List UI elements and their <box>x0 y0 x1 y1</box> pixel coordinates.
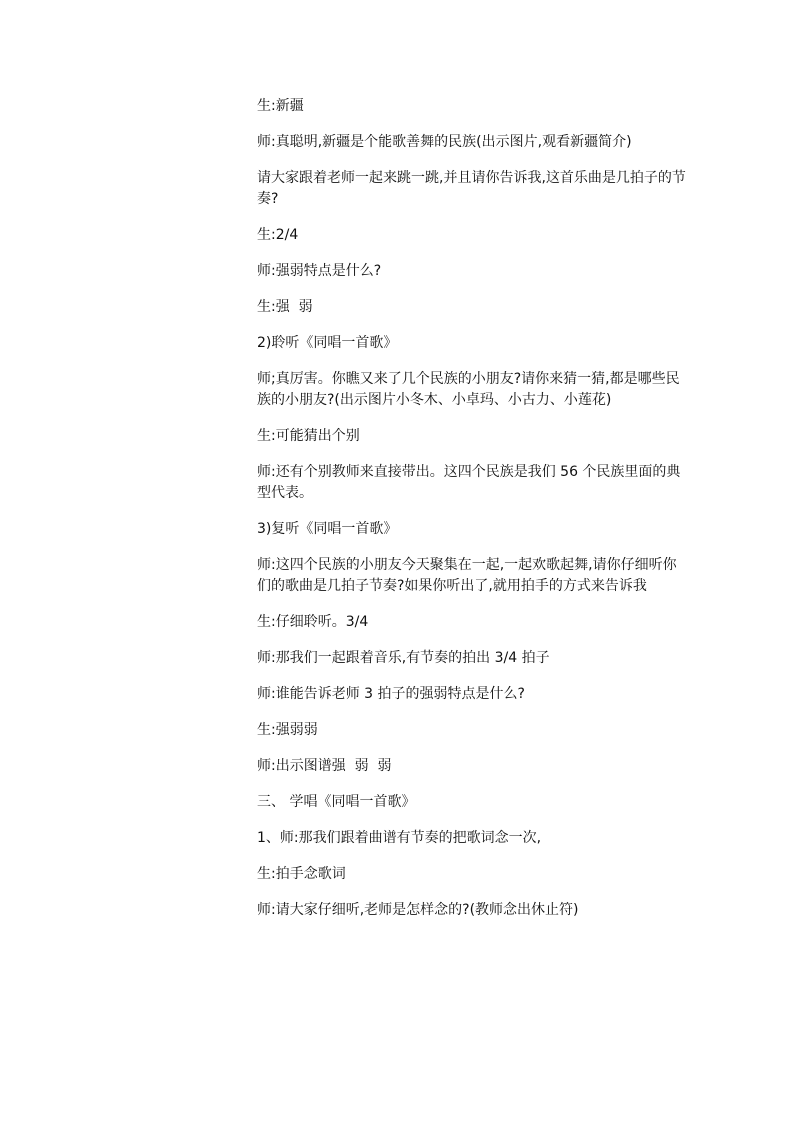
paragraph: 生:2/4 <box>257 227 299 243</box>
paragraph: 师:强弱特点是什么? <box>257 263 382 279</box>
paragraph: 生:拍手念歌词 <box>257 866 346 882</box>
section-heading: 3)复听《同唱一首歌》 <box>257 521 398 537</box>
paragraph: 师:请大家仔细听,老师是怎样念的?(教师念出休止符) <box>257 902 579 918</box>
paragraph: 师:还有个别教师来直接带出。这四个民族是我们 56 个民族里面的典型代表。 <box>257 464 681 501</box>
paragraph: 生:仔细聆听。3/4 <box>257 614 369 630</box>
paragraph: 师:谁能告诉老师 3 拍子的强弱特点是什么? <box>257 686 525 702</box>
lesson-transcript <box>257 96 687 936</box>
paragraph: 师:这四个民族的小朋友今天聚集在一起,一起欢歌起舞,请你仔细听你们的歌曲是几拍子节奏?如果你听出了,就用拍手的方式来告诉我 <box>257 557 677 594</box>
paragraph: 生:新疆 <box>257 98 304 114</box>
paragraph: 师:真聪明,新疆是个能歌善舞的民族(出示图片,观看新疆简介) <box>257 134 632 150</box>
paragraph: 生:可能猜出个别 <box>257 428 360 444</box>
section-heading: 三、 学唱《同唱一首歌》 <box>257 794 416 810</box>
paragraph: 生:强弱弱 <box>257 722 318 738</box>
section-heading: 2)聆听《同唱一首歌》 <box>257 335 398 351</box>
paragraph: 1、师:那我们跟着曲谱有节奏的把歌词念一次, <box>257 830 542 846</box>
paragraph: 请大家跟着老师一起来跳一跳,并且请你告诉我,这首乐曲是几拍子的节奏? <box>257 170 686 207</box>
paragraph: 生:强 弱 <box>257 299 313 315</box>
paragraph: 师;真厉害。你瞧又来了几个民族的小朋友?请你来猜一猜,都是哪些民族的小朋友?(出示图片小冬木、小卓玛、小古力、小莲花) <box>257 371 680 408</box>
paragraph: 师:那我们一起跟着音乐,有节奏的拍出 3/4 拍子 <box>257 650 550 666</box>
paragraph: 师:出示图谱强 弱 弱 <box>257 758 392 774</box>
